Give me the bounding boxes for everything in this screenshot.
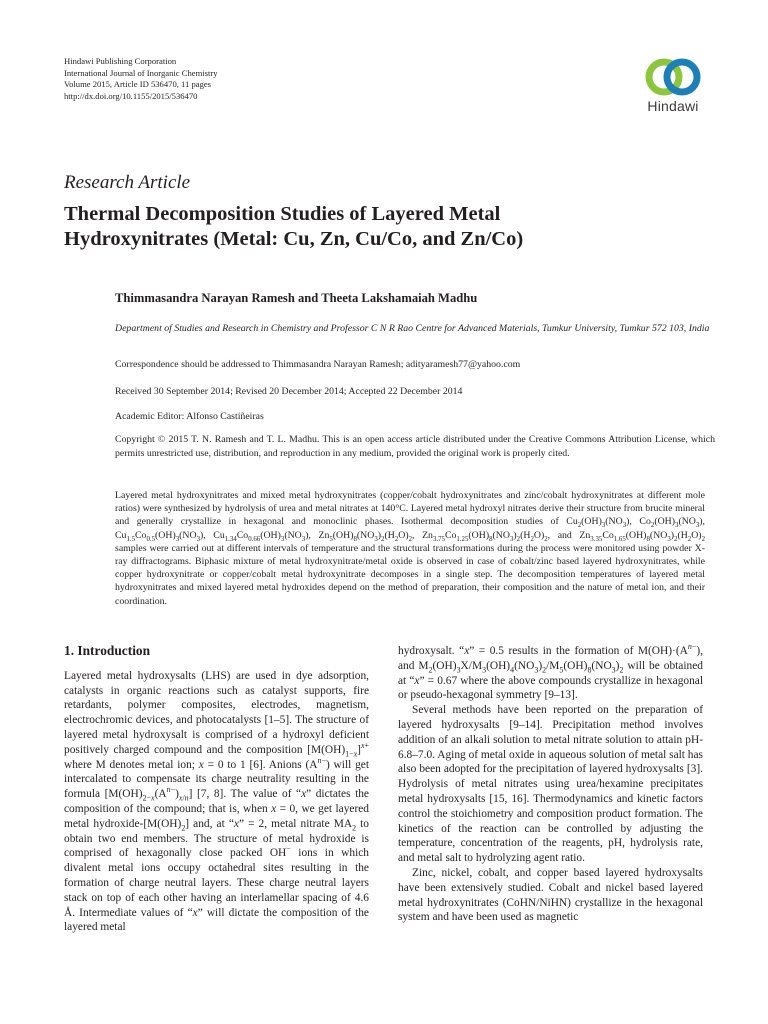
dates: Received 30 September 2014; Revised 20 December 2014; Accepted 22 December 2014 bbox=[115, 386, 463, 397]
left-column bbox=[64, 644, 369, 935]
publisher: Hindawi Publishing Corporation bbox=[64, 56, 177, 66]
paper-title bbox=[64, 202, 714, 252]
section-heading: 1. Introduction bbox=[64, 643, 151, 658]
intro-paragraph-1-cont: hydroxysalt. “x” = 0.5 results in the formation of $M(OH)\cdot(A^{n-})$, and $M_2(OH)_3X/M_3(OH)_4(NO_3)_2/M_5(OH)_8(NO_3)_2$ will be obtained at “x” = 0.67 where the above compounds crystallize in hexagonal or pseudo-hexagonal symmetry [9–13]. bbox=[398, 642, 704, 702]
intro-paragraph-3: Zinc, nickel, cobalt, and copper based layered hydroxysalts have been extensively studied. Cobalt and nickel based layered metal hydroxynitrates (CoHN/NiHN) crystallize in the hexagonal system and have been used as magnetic bbox=[398, 866, 703, 924]
article-type: Research Article bbox=[64, 172, 191, 193]
title-line-1: Thermal Decomposition Studies of Layered Metal bbox=[64, 203, 501, 225]
correspondence: Correspondence should be addressed to Thimmasandra Narayan Ramesh; adityaramesh77@yahoo.com bbox=[115, 359, 521, 370]
hindawi-rings-icon bbox=[643, 56, 703, 98]
academic-editor: Academic Editor: Alfonso Castiñeiras bbox=[115, 411, 264, 422]
intro-paragraph-1: Layered metal hydroxysalts (LHS) are used in dye adsorption, catalysts in organic reactions such as catalyst supports, fire retardants, polymer composites, electrodes, magnetism, electrochromic devices, and photocatalysts [1–5]. The structure of layered metal hydroxysalt is comprised of a hydroxyl deficient positively charged compound and the composition $[M(OH)_{1-x}]^{x+}$ where M denotes metal ion; x = 0 to 1 [6]. Anions $(A^{n-})$ will get intercalated to compensate its charge neutrality resulting in the formula $[M(OH)_{2-x}(A^{n-})_{x/n}]$ [7, 8]. The value of “x” dictates the composition of the compound; that is, when x = 0, we get layered metal hydroxide-$[M(OH)_2]$ and, at “x” = 2, metal nitrate $MA_2$ to obtain two end members. The structure of metal hydroxide is comprised of hexagonally close packed OH− ions in which divalent metal ions occupy octahedral sites resulting in the formation of charge neutral layers. These charge neutral layers stack on top of each other having an interlamellar spacing of 4.6 Å. Intermediate values of “x” will dictate the composition of the layered metal bbox=[64, 669, 370, 934]
doi-link[interactable]: http://dx.doi.org/10.1155/2015/536470 bbox=[64, 90, 198, 101]
volume-info: Volume 2015, Article ID 536470, 11 pages bbox=[64, 79, 212, 90]
copyright: Copyright © 2015 T. N. Ramesh and T. L. Madhu. This is an open access article distributed under the Creative Commons Attribution License, which permits unrestricted use, distribution, and reproduction in any medium, provided the original work is properly cited. bbox=[115, 434, 715, 459]
right-column bbox=[398, 644, 703, 925]
abstract: Layered metal hydroxynitrates and mixed metal hydroxynitrates (copper/cobalt hydroxynitrates and zinc/cobalt hydroxynitrates at different mole ratios) were synthesized by hydrolysis of urea and metal nitrates at 140°C. Layered metal hydroxyl nitrates derive their structure from brucite mineral and generally crystallize in hexagonal and monoclinic phases. Isothermal decomposition studies of $Cu_2(OH)_3(NO_3)$, $Co_2(OH)_3(NO_3)$, $Cu_{1.5}Co_{0.5}(OH)_3(NO_3)$, $Cu_{1.34}Co_{0.66}(OH)_3(NO_3)$, $Zn_5(OH)_8(NO_3)_2(H_2O)_2$, $Zn_{3.75}Co_{1.25}(OH)_8(NO_3)_2(H_2O)_2$, and $Zn_{3.35}Co_{1.65}(OH)_8(NO_3)_2(H_2O)_2$ samples were carried out at different intervals of temperature and the structural transformations during the process were monitored using powder X-ray diffractograms. Biphasic mixture of metal hydroxynitrate/metal oxide is observed in case of cobalt/zinc based layered hydroxynitrates, while copper hydroxynitrate or copper/cobalt metal hydroxynitrate decomposes in a single step. The decomposition temperatures of layered metal hydroxynitrates and mixed layered metal hydroxides depend on the method of preparation, their composition and the nature of metal ion, and their coordination. bbox=[115, 490, 706, 607]
affiliation: Department of Studies and Research in Chemistry and Professor C N R Rao Centre for Advanced Materials, Tumkur University, Tumkur 572 103, India bbox=[115, 323, 710, 334]
title-line-2: Hydroxynitrates (Metal: Cu, Zn, Cu/Co, and Zn/Co) bbox=[64, 228, 524, 250]
journal-header bbox=[64, 56, 218, 102]
logo-text: Hindawi bbox=[647, 98, 699, 114]
hindawi-logo bbox=[638, 56, 708, 126]
journal-name: International Journal of Inorganic Chemistry bbox=[64, 67, 218, 78]
intro-paragraph-2: Several methods have been reported on the preparation of layered hydroxysalts [9–14]. Precipitation method involves addition of an alkali solution to metal nitrate solution to attain pH-6.8–7.0. Aging of metal oxide in aqueous solution of metal salt has also been adopted for the precipitation of layered hydroxysalts [3]. Hydrolysis of metal nitrates using urea/hexamine precipitates metal hydroxysalts [15, 16]. Thermodynamics and kinetic factors control the stoichiometry and composition product formation. The kinetics of the reaction can be controlled by adjusting the temperature, concentration of the reagents, pH, hydrolysis rate, and metal salt to hydrolyzing agent ratio. bbox=[398, 704, 703, 865]
authors: Thimmasandra Narayan Ramesh and Theeta Lakshamaiah Madhu bbox=[115, 291, 478, 305]
